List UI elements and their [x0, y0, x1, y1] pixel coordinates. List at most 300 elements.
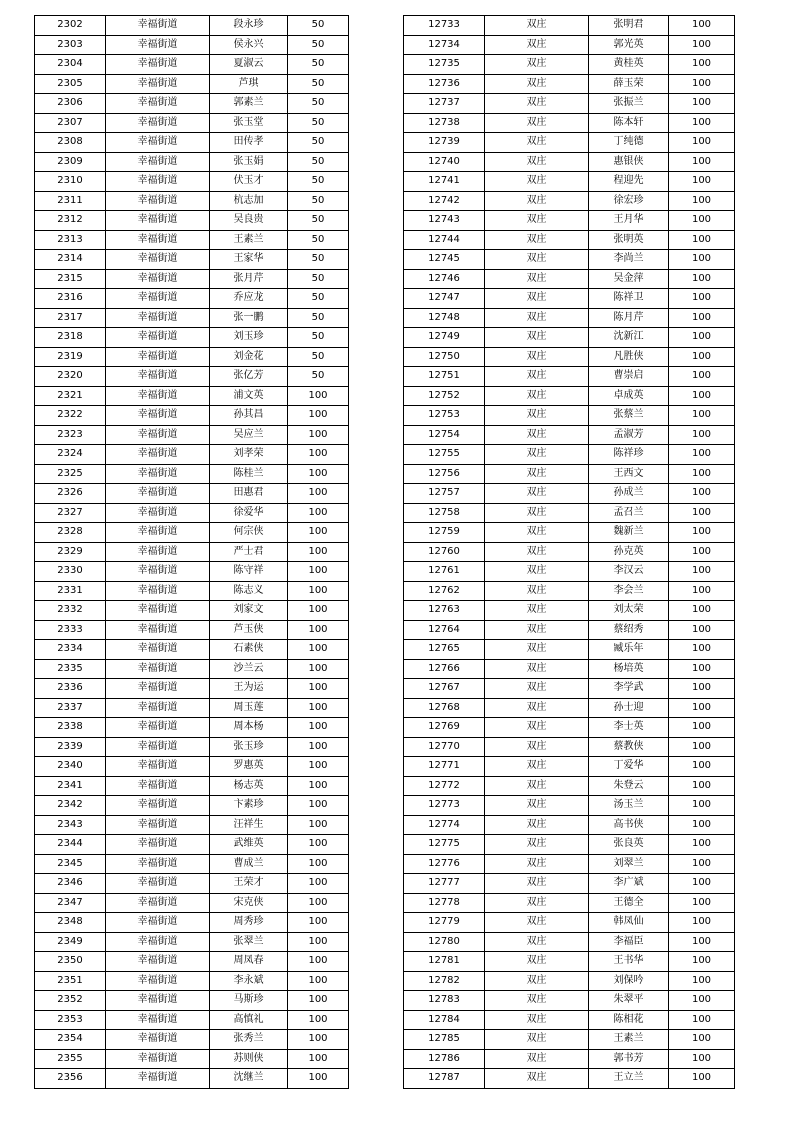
cell-district: 双庄 — [485, 133, 589, 153]
cell-district: 幸福街道 — [106, 718, 210, 738]
cell-amount: 50 — [288, 289, 349, 309]
table-row — [35, 757, 349, 777]
cell-district: 幸福街道 — [106, 932, 210, 952]
cell-id: 2309 — [35, 152, 106, 172]
cell-amount: 100 — [669, 971, 735, 991]
cell-district: 幸福街道 — [106, 152, 210, 172]
cell-amount: 100 — [669, 815, 735, 835]
cell-id: 12786 — [404, 1049, 485, 1069]
cell-amount: 100 — [669, 737, 735, 757]
table-row — [35, 932, 349, 952]
cell-amount: 100 — [288, 406, 349, 426]
cell-name: 王家华 — [210, 250, 288, 270]
table-row — [404, 835, 735, 855]
cell-id: 2315 — [35, 269, 106, 289]
cell-id: 12759 — [404, 523, 485, 543]
cell-district: 双庄 — [485, 386, 589, 406]
cell-name: 乔应龙 — [210, 289, 288, 309]
cell-id: 2342 — [35, 796, 106, 816]
cell-amount: 50 — [288, 16, 349, 36]
cell-name: 李汉云 — [589, 562, 669, 582]
cell-id: 2349 — [35, 932, 106, 952]
cell-district: 幸福街道 — [106, 16, 210, 36]
cell-name: 浦文英 — [210, 386, 288, 406]
cell-name: 朱翠平 — [589, 991, 669, 1011]
cell-district: 幸福街道 — [106, 113, 210, 133]
cell-district: 幸福街道 — [106, 347, 210, 367]
cell-id: 2336 — [35, 679, 106, 699]
cell-amount: 100 — [669, 16, 735, 36]
table-row — [35, 191, 349, 211]
table-row — [35, 250, 349, 270]
table-row — [35, 737, 349, 757]
cell-district: 幸福街道 — [106, 952, 210, 972]
cell-id: 2332 — [35, 601, 106, 621]
cell-name: 田惠君 — [210, 484, 288, 504]
cell-amount: 100 — [288, 1010, 349, 1030]
cell-name: 卓成英 — [589, 386, 669, 406]
table-row — [404, 289, 735, 309]
cell-name: 刘保吟 — [589, 971, 669, 991]
cell-district: 幸福街道 — [106, 230, 210, 250]
cell-district: 双庄 — [485, 1049, 589, 1069]
cell-district: 双庄 — [485, 152, 589, 172]
cell-amount: 50 — [288, 250, 349, 270]
cell-id: 12776 — [404, 854, 485, 874]
cell-amount: 100 — [288, 445, 349, 465]
table-row — [404, 445, 735, 465]
cell-amount: 50 — [288, 55, 349, 75]
table-row — [404, 991, 735, 1011]
table-row — [404, 464, 735, 484]
table-row — [35, 718, 349, 738]
cell-id: 2307 — [35, 113, 106, 133]
cell-amount: 100 — [669, 776, 735, 796]
cell-name: 何宗侠 — [210, 523, 288, 543]
cell-district: 双庄 — [485, 94, 589, 114]
cell-name: 孟召兰 — [589, 503, 669, 523]
table-row — [35, 991, 349, 1011]
cell-district: 幸福街道 — [106, 815, 210, 835]
cell-name: 徐爱华 — [210, 503, 288, 523]
cell-name: 田传孝 — [210, 133, 288, 153]
cell-id: 2350 — [35, 952, 106, 972]
table-row — [404, 640, 735, 660]
cell-amount: 100 — [669, 503, 735, 523]
cell-id: 2340 — [35, 757, 106, 777]
cell-name: 高书侠 — [589, 815, 669, 835]
cell-district: 双庄 — [485, 484, 589, 504]
table-row — [35, 776, 349, 796]
cell-id: 2346 — [35, 874, 106, 894]
cell-amount: 100 — [288, 932, 349, 952]
table-row — [35, 679, 349, 699]
cell-amount: 100 — [669, 94, 735, 114]
cell-amount: 100 — [288, 640, 349, 660]
table-row — [35, 74, 349, 94]
cell-amount: 100 — [669, 289, 735, 309]
cell-district: 幸福街道 — [106, 659, 210, 679]
cell-id: 2354 — [35, 1030, 106, 1050]
cell-amount: 100 — [669, 191, 735, 211]
cell-amount: 100 — [669, 269, 735, 289]
table-row — [404, 484, 735, 504]
table-row — [404, 659, 735, 679]
cell-name: 李广斌 — [589, 874, 669, 894]
cell-district: 双庄 — [485, 737, 589, 757]
cell-name: 李尚兰 — [589, 250, 669, 270]
cell-district: 双庄 — [485, 406, 589, 426]
cell-amount: 50 — [288, 269, 349, 289]
cell-district: 幸福街道 — [106, 211, 210, 231]
cell-name: 卞素珍 — [210, 796, 288, 816]
cell-district: 幸福街道 — [106, 484, 210, 504]
table-row — [35, 16, 349, 36]
cell-name: 蔡绍秀 — [589, 620, 669, 640]
cell-amount: 100 — [669, 1010, 735, 1030]
table-row — [404, 191, 735, 211]
cell-district: 双庄 — [485, 191, 589, 211]
cell-id: 12784 — [404, 1010, 485, 1030]
cell-district: 幸福街道 — [106, 308, 210, 328]
cell-district: 幸福街道 — [106, 542, 210, 562]
table-row — [35, 796, 349, 816]
cell-amount: 100 — [669, 542, 735, 562]
cell-name: 郭书芳 — [589, 1049, 669, 1069]
cell-name: 张秀兰 — [210, 1030, 288, 1050]
cell-amount: 100 — [288, 776, 349, 796]
cell-amount: 100 — [669, 230, 735, 250]
cell-name: 曹崇启 — [589, 367, 669, 387]
table-row — [35, 854, 349, 874]
table-row — [404, 74, 735, 94]
cell-id: 12772 — [404, 776, 485, 796]
cell-district: 幸福街道 — [106, 289, 210, 309]
cell-amount: 100 — [288, 484, 349, 504]
table-row — [35, 35, 349, 55]
table-row — [404, 386, 735, 406]
table-row — [35, 347, 349, 367]
table-row — [404, 328, 735, 348]
cell-name: 臧乐年 — [589, 640, 669, 660]
cell-amount: 100 — [669, 952, 735, 972]
cell-district: 幸福街道 — [106, 971, 210, 991]
cell-id: 2327 — [35, 503, 106, 523]
table-row — [35, 542, 349, 562]
cell-name: 马斯珍 — [210, 991, 288, 1011]
cell-name: 侯永兴 — [210, 35, 288, 55]
cell-name: 张良英 — [589, 835, 669, 855]
cell-name: 徐宏珍 — [589, 191, 669, 211]
cell-amount: 100 — [288, 523, 349, 543]
cell-amount: 50 — [288, 35, 349, 55]
table-row — [35, 425, 349, 445]
cell-district: 双庄 — [485, 581, 589, 601]
cell-name: 刘家文 — [210, 601, 288, 621]
cell-id: 12740 — [404, 152, 485, 172]
cell-district: 双庄 — [485, 874, 589, 894]
cell-name: 汪祥生 — [210, 815, 288, 835]
cell-district: 双庄 — [485, 523, 589, 543]
cell-amount: 100 — [669, 367, 735, 387]
table-row — [404, 815, 735, 835]
cell-id: 12742 — [404, 191, 485, 211]
cell-id: 2310 — [35, 172, 106, 192]
cell-amount: 100 — [669, 562, 735, 582]
cell-name: 孙成兰 — [589, 484, 669, 504]
cell-id: 12757 — [404, 484, 485, 504]
table-row — [404, 679, 735, 699]
table-row — [404, 94, 735, 114]
cell-district: 双庄 — [485, 211, 589, 231]
cell-amount: 50 — [288, 308, 349, 328]
cell-amount: 100 — [288, 1049, 349, 1069]
cell-name: 王立兰 — [589, 1069, 669, 1089]
cell-id: 12733 — [404, 16, 485, 36]
table-row — [404, 698, 735, 718]
table-row — [404, 55, 735, 75]
cell-amount: 100 — [669, 679, 735, 699]
cell-name: 张一鹏 — [210, 308, 288, 328]
cell-name: 王月华 — [589, 211, 669, 231]
table-row — [404, 893, 735, 913]
cell-id: 12765 — [404, 640, 485, 660]
cell-amount: 100 — [288, 562, 349, 582]
cell-district: 幸福街道 — [106, 133, 210, 153]
cell-name: 孙其昌 — [210, 406, 288, 426]
table-row — [35, 1049, 349, 1069]
cell-id: 2311 — [35, 191, 106, 211]
cell-id: 12766 — [404, 659, 485, 679]
cell-id: 2302 — [35, 16, 106, 36]
cell-amount: 100 — [669, 932, 735, 952]
cell-amount: 100 — [288, 601, 349, 621]
cell-amount: 100 — [288, 1069, 349, 1089]
table-row — [404, 367, 735, 387]
cell-id: 2337 — [35, 698, 106, 718]
cell-id: 12755 — [404, 445, 485, 465]
cell-name: 沈新江 — [589, 328, 669, 348]
cell-amount: 100 — [669, 581, 735, 601]
cell-district: 幸福街道 — [106, 74, 210, 94]
cell-district: 幸福街道 — [106, 172, 210, 192]
cell-id: 12746 — [404, 269, 485, 289]
cell-id: 2331 — [35, 581, 106, 601]
cell-amount: 100 — [669, 328, 735, 348]
cell-district: 幸福街道 — [106, 854, 210, 874]
cell-district: 双庄 — [485, 16, 589, 36]
cell-id: 12747 — [404, 289, 485, 309]
cell-name: 薛玉荣 — [589, 74, 669, 94]
cell-district: 幸福街道 — [106, 776, 210, 796]
table-row — [35, 230, 349, 250]
cell-district: 双庄 — [485, 113, 589, 133]
cell-district: 幸福街道 — [106, 406, 210, 426]
cell-district: 双庄 — [485, 172, 589, 192]
cell-id: 2338 — [35, 718, 106, 738]
left-table-body — [35, 16, 349, 1089]
cell-district: 双庄 — [485, 913, 589, 933]
cell-district: 双庄 — [485, 854, 589, 874]
cell-amount: 100 — [669, 523, 735, 543]
cell-amount: 100 — [669, 835, 735, 855]
cell-id: 12744 — [404, 230, 485, 250]
cell-amount: 100 — [288, 1030, 349, 1050]
cell-name: 李福臣 — [589, 932, 669, 952]
cell-amount: 100 — [669, 445, 735, 465]
cell-district: 双庄 — [485, 74, 589, 94]
cell-name: 张玉娟 — [210, 152, 288, 172]
table-row — [35, 562, 349, 582]
cell-name: 杨志英 — [210, 776, 288, 796]
table-row — [404, 718, 735, 738]
cell-district: 双庄 — [485, 445, 589, 465]
cell-name: 李学武 — [589, 679, 669, 699]
cell-amount: 100 — [288, 718, 349, 738]
cell-amount: 50 — [288, 172, 349, 192]
cell-amount: 100 — [669, 640, 735, 660]
cell-amount: 100 — [288, 991, 349, 1011]
right-table — [403, 15, 735, 1089]
cell-amount: 50 — [288, 211, 349, 231]
cell-name: 张明英 — [589, 230, 669, 250]
table-row — [404, 503, 735, 523]
cell-district: 双庄 — [485, 425, 589, 445]
cell-name: 孙克英 — [589, 542, 669, 562]
cell-id: 2319 — [35, 347, 106, 367]
cell-district: 双庄 — [485, 308, 589, 328]
cell-amount: 100 — [669, 172, 735, 192]
cell-district: 双庄 — [485, 620, 589, 640]
cell-name: 张亿芳 — [210, 367, 288, 387]
cell-id: 12743 — [404, 211, 485, 231]
cell-amount: 100 — [288, 757, 349, 777]
cell-district: 幸福街道 — [106, 601, 210, 621]
cell-name: 吴金萍 — [589, 269, 669, 289]
cell-district: 双庄 — [485, 367, 589, 387]
cell-name: 刘金花 — [210, 347, 288, 367]
cell-name: 张玉堂 — [210, 113, 288, 133]
cell-id: 2329 — [35, 542, 106, 562]
cell-id: 12780 — [404, 932, 485, 952]
cell-name: 凡胜侠 — [589, 347, 669, 367]
cell-name: 孟淑芳 — [589, 425, 669, 445]
table-row — [404, 1010, 735, 1030]
table-row — [404, 620, 735, 640]
cell-id: 2325 — [35, 464, 106, 484]
cell-district: 幸福街道 — [106, 503, 210, 523]
cell-name: 郭光英 — [589, 35, 669, 55]
cell-amount: 100 — [669, 55, 735, 75]
cell-id: 2318 — [35, 328, 106, 348]
cell-id: 12768 — [404, 698, 485, 718]
cell-id: 12777 — [404, 874, 485, 894]
cell-name: 陈桂兰 — [210, 464, 288, 484]
cell-id: 12770 — [404, 737, 485, 757]
table-row — [404, 35, 735, 55]
cell-amount: 100 — [669, 152, 735, 172]
table-row — [35, 620, 349, 640]
cell-amount: 100 — [669, 1030, 735, 1050]
cell-district: 双庄 — [485, 698, 589, 718]
cell-amount: 50 — [288, 152, 349, 172]
cell-district: 双庄 — [485, 893, 589, 913]
cell-amount: 100 — [288, 698, 349, 718]
cell-amount: 100 — [669, 718, 735, 738]
table-row — [404, 757, 735, 777]
cell-amount: 50 — [288, 347, 349, 367]
cell-name: 李会兰 — [589, 581, 669, 601]
cell-name: 王德全 — [589, 893, 669, 913]
cell-name: 蔡教侠 — [589, 737, 669, 757]
cell-id: 2334 — [35, 640, 106, 660]
cell-name: 周玉莲 — [210, 698, 288, 718]
cell-district: 双庄 — [485, 35, 589, 55]
cell-id: 2356 — [35, 1069, 106, 1089]
cell-id: 2320 — [35, 367, 106, 387]
table-row — [35, 406, 349, 426]
table-row — [35, 815, 349, 835]
cell-id: 12763 — [404, 601, 485, 621]
cell-district: 双庄 — [485, 503, 589, 523]
cell-amount: 100 — [669, 620, 735, 640]
cell-amount: 100 — [288, 854, 349, 874]
cell-name: 刘太荣 — [589, 601, 669, 621]
cell-id: 12778 — [404, 893, 485, 913]
table-row — [404, 932, 735, 952]
cell-amount: 100 — [288, 620, 349, 640]
table-row — [35, 835, 349, 855]
table-row — [35, 94, 349, 114]
cell-name: 周本杨 — [210, 718, 288, 738]
cell-id: 12756 — [404, 464, 485, 484]
cell-name: 杨培英 — [589, 659, 669, 679]
cell-id: 2344 — [35, 835, 106, 855]
table-row — [404, 211, 735, 231]
cell-district: 幸福街道 — [106, 1049, 210, 1069]
table-row — [35, 503, 349, 523]
cell-id: 2328 — [35, 523, 106, 543]
cell-amount: 100 — [288, 815, 349, 835]
cell-id: 2321 — [35, 386, 106, 406]
cell-district: 幸福街道 — [106, 1010, 210, 1030]
cell-district: 幸福街道 — [106, 835, 210, 855]
table-row — [35, 484, 349, 504]
cell-id: 12749 — [404, 328, 485, 348]
cell-district: 双庄 — [485, 55, 589, 75]
cell-id: 12761 — [404, 562, 485, 582]
cell-amount: 100 — [669, 133, 735, 153]
cell-district: 幸福街道 — [106, 523, 210, 543]
cell-name: 刘翠兰 — [589, 854, 669, 874]
cell-id: 2313 — [35, 230, 106, 250]
cell-id: 12773 — [404, 796, 485, 816]
cell-amount: 50 — [288, 94, 349, 114]
cell-id: 2353 — [35, 1010, 106, 1030]
cell-name: 汤玉兰 — [589, 796, 669, 816]
cell-id: 2355 — [35, 1049, 106, 1069]
cell-name: 苏则侠 — [210, 1049, 288, 1069]
cell-name: 黄桂英 — [589, 55, 669, 75]
cell-id: 2339 — [35, 737, 106, 757]
cell-name: 曹成兰 — [210, 854, 288, 874]
cell-amount: 100 — [669, 425, 735, 445]
cell-district: 双庄 — [485, 815, 589, 835]
cell-id: 12771 — [404, 757, 485, 777]
cell-amount: 100 — [288, 581, 349, 601]
cell-amount: 50 — [288, 74, 349, 94]
cell-amount: 100 — [288, 737, 349, 757]
